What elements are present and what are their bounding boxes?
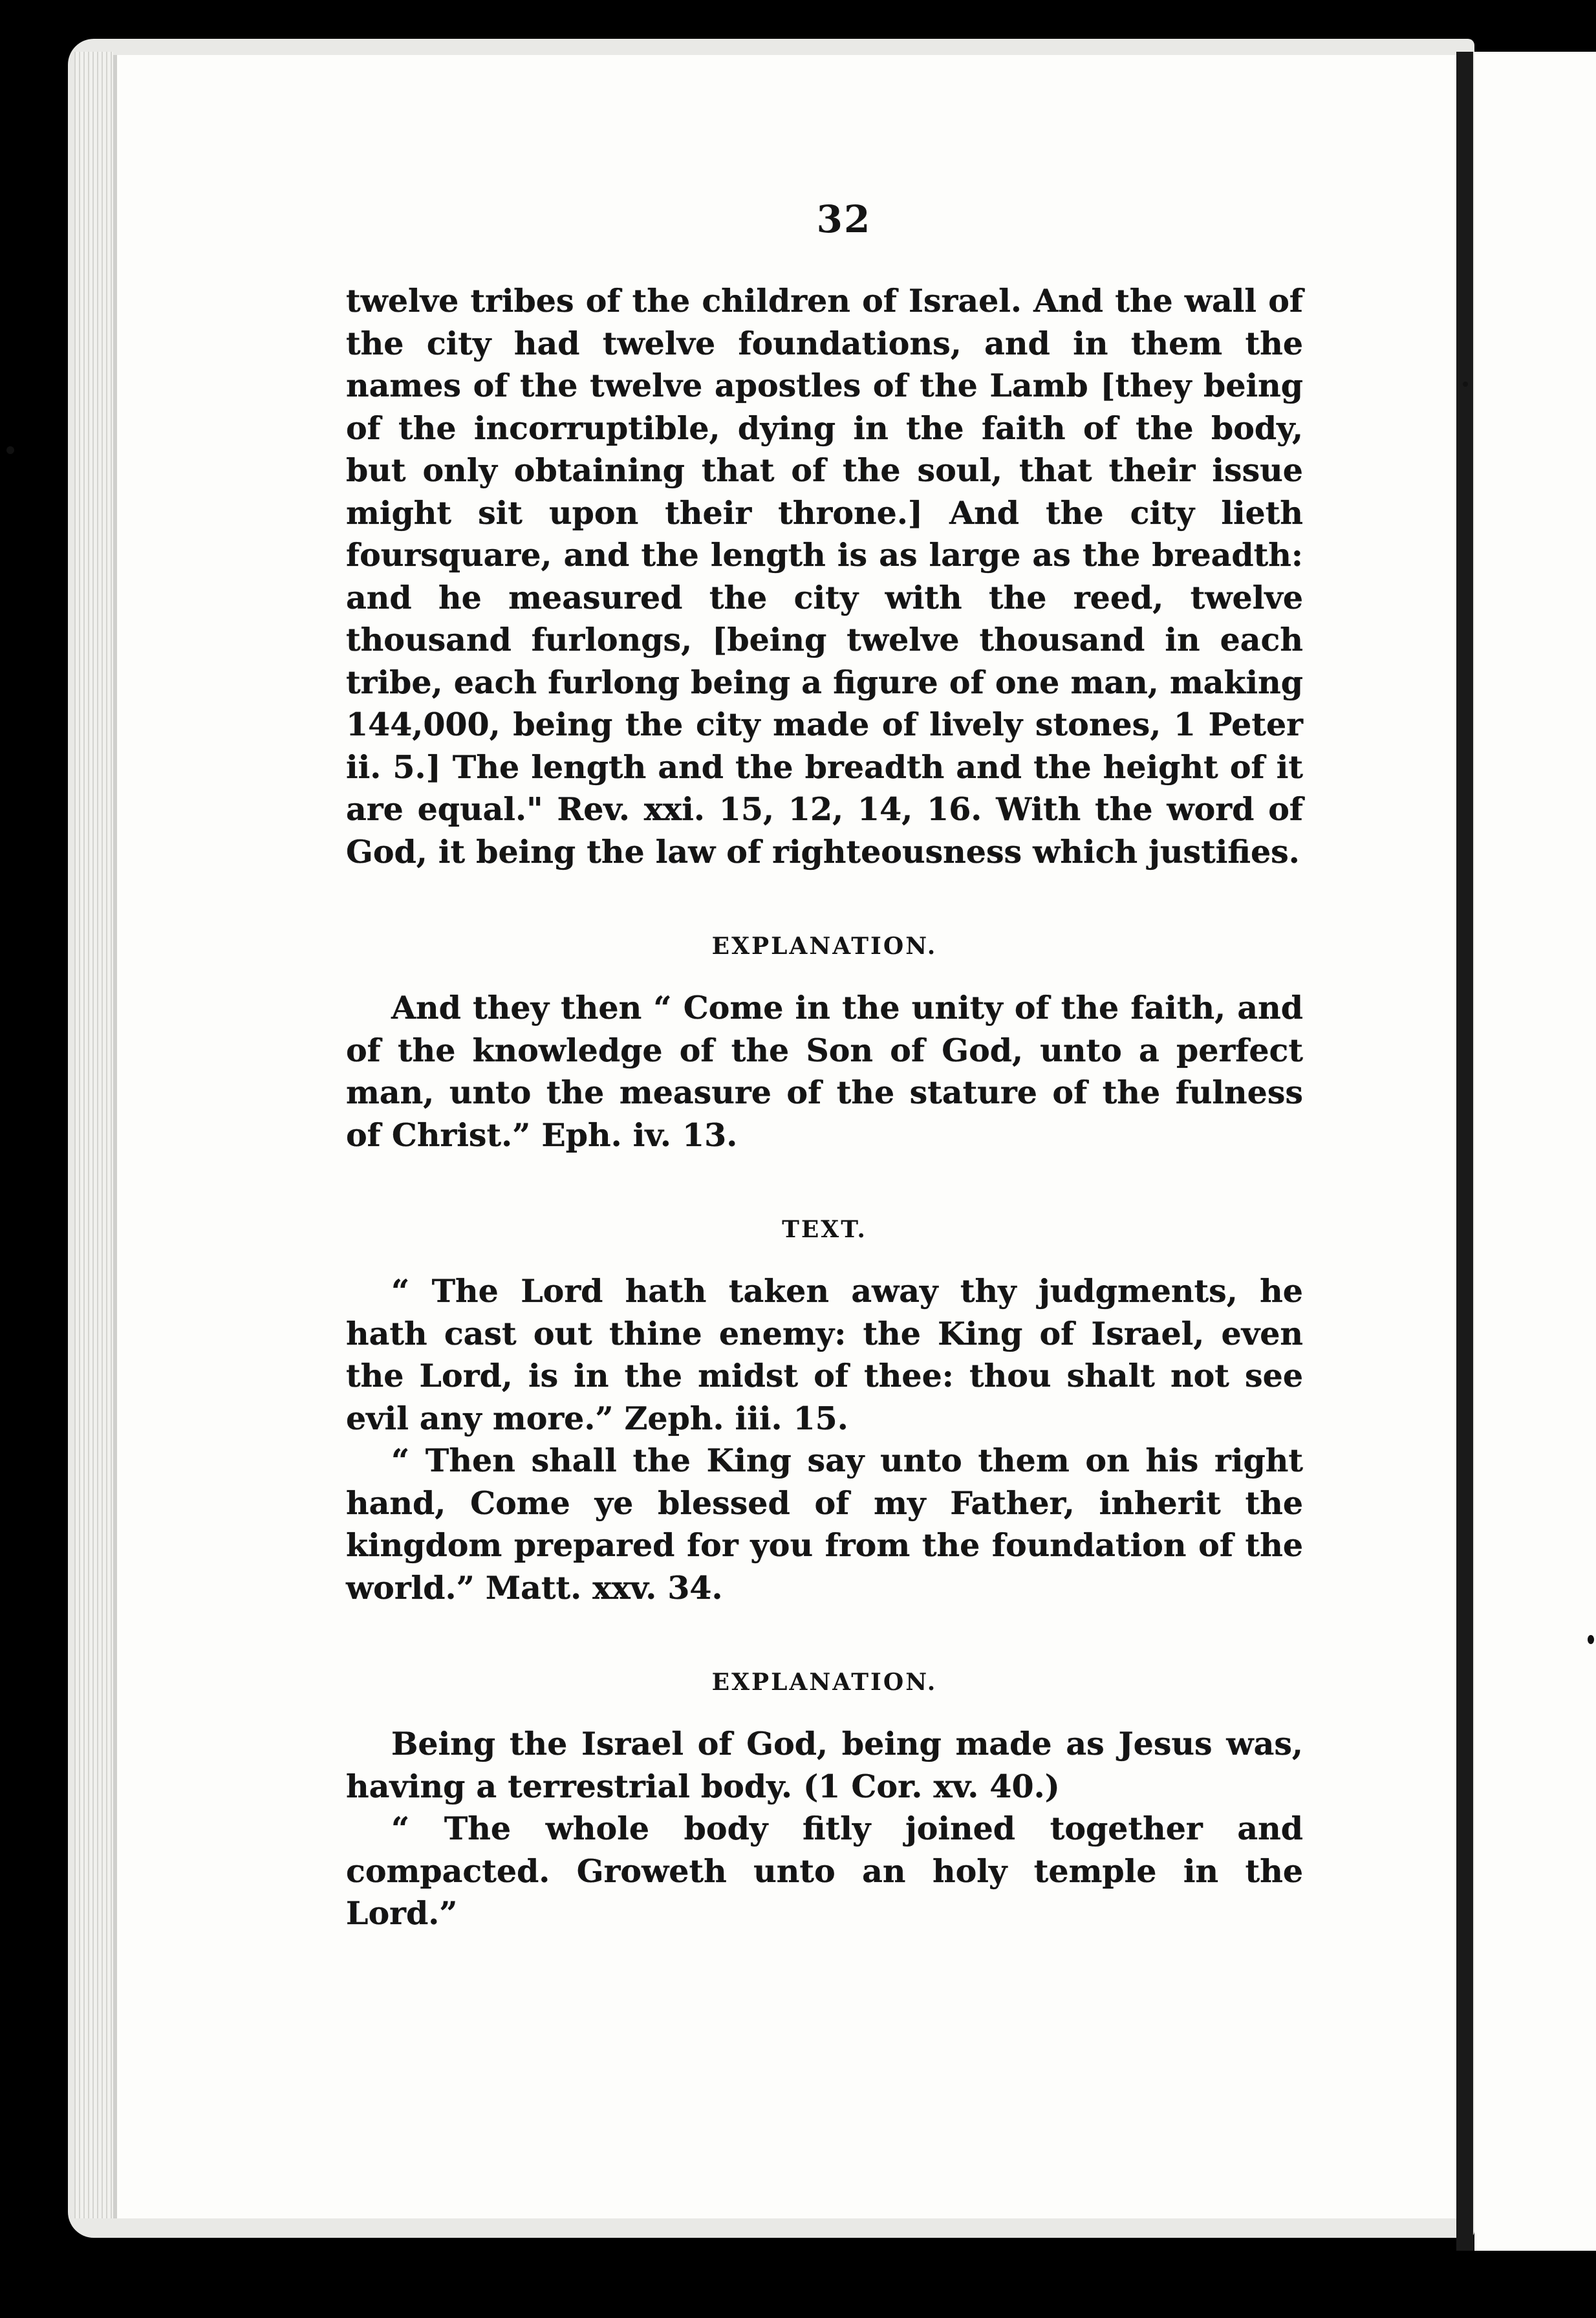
explanation-1-paragraph: And they then “ Come in the unity of the faith, and of the knowledge of the Son of God, unto a perfect man, unto the measure of the stature of the fulness of Christ.” Eph. iv. 13. bbox=[346, 989, 1303, 1154]
text-paragraph-2: “ Then shall the King say unto them on his right hand, Come ye blessed of my Father, inherit the kingdom prepared for you from the foundation of the world.” Matt. xxv. 34. bbox=[346, 1442, 1303, 1607]
scan-speck bbox=[6, 446, 14, 454]
section-heading-explanation-1: EXPLANATION. bbox=[711, 933, 938, 960]
scan-speck bbox=[1463, 382, 1468, 387]
explanation-2-paragraph-1: Being the Israel of God, being made as Jesus was, having a terrestrial body. (1 Cor. xv. 40.) bbox=[346, 1725, 1303, 1805]
page-edges bbox=[74, 52, 113, 2218]
page-number: 32 bbox=[816, 197, 872, 241]
text-paragraph-1: “ The Lord hath taken away thy judgments, he hath cast out thine enemy: the King of Israel, even the Lord, is in the midst of thee: thou shalt not see evil any more.” Zeph. iii. 15. bbox=[346, 1272, 1303, 1437]
section-heading-explanation-2: EXPLANATION. bbox=[711, 1669, 938, 1696]
explanation-2-paragraph-2: “ The whole body fitly joined together and compacted. Groweth unto an holy temple in the Lord.” bbox=[346, 1810, 1303, 1932]
scan-speck bbox=[1588, 1635, 1594, 1644]
facing-page-edge bbox=[1474, 52, 1596, 2264]
section-heading-text: TEXT. bbox=[782, 1216, 867, 1243]
scan-bottom-margin bbox=[0, 2251, 1596, 2318]
page-text bbox=[346, 181, 1303, 1935]
opening-paragraph: twelve tribes of the children of Israel. And the wall of the city had twelve foundations, and in them the names of the twelve apostles of the Lamb [they being of the incorruptible, dying in the faith of the body, but only obtaining that of the soul, that their issue might sit upon their throne.] And the city lieth foursquare, and the length is as large as the breadth: and he measured the city with the reed, twelve thousand furlongs, [being twelve thousand in each tribe, each furlong being a figure of one man, making 144,000, being the city made of lively stones, 1 Peter ii. 5.] The length and the breadth and the height of it are equal." Rev. xxi. 15, 12, 14, 16. With the word of God, it being the law of righteousness which justifies. bbox=[346, 282, 1303, 871]
